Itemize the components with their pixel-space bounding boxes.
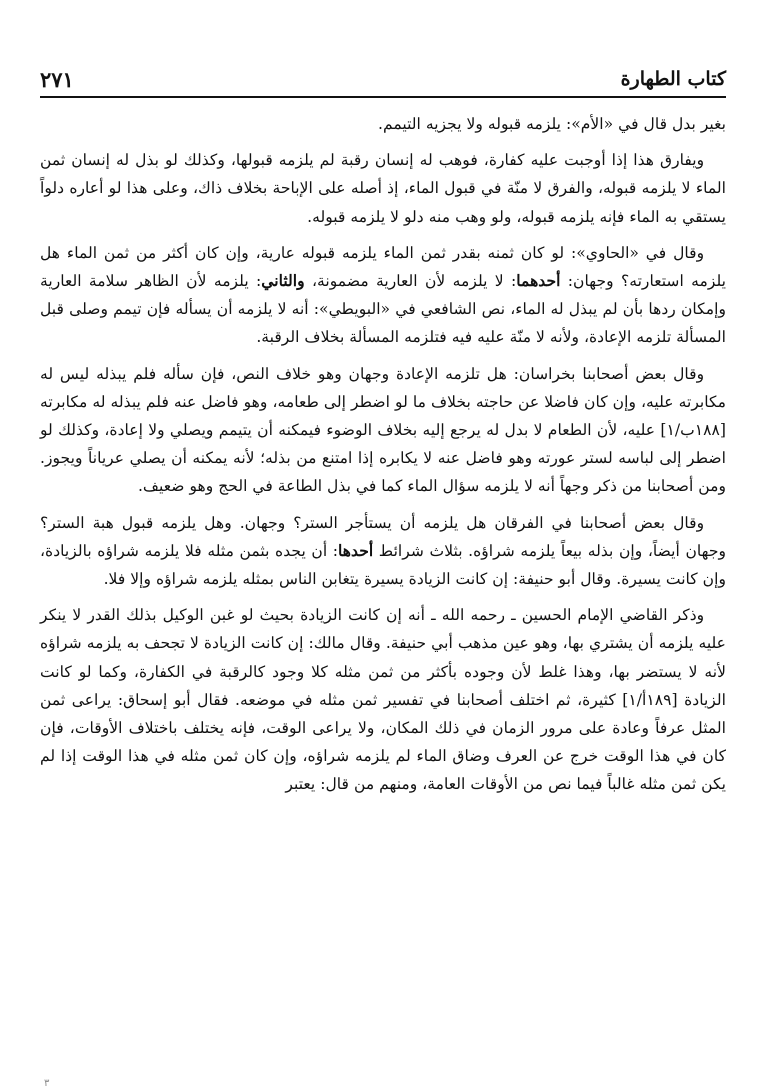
paragraph-3-second-view: والثاني [261, 271, 305, 291]
paragraph-6: وذكر القاضي الإمام الحسين ـ رحمه الله ـ أنه إن كانت الزيادة بحيث لو غبن الوكيل بذلك القدر لا ينكر عليه يلزمه أن يشتري بها، وهو عين مذهب أبي حنيفة. وقال مالك: إن كانت الزيادة لا تجحف به يلزمه شراؤه لأنه لا يستضر بها، وهذا غلط لأن وجوده بأكثر من ثمن مثله كلا وجود كالرقبة في الكفارة، وكما لو كانت الزيادة [١٨٩أ/١] كثيرة، ثم اختلف أصحابنا في تفسير ثمن مثله في موضعه. فقال أبو إسحاق: يراعى ثمن المثل عرفاً وعادة على مرور الزمان في ذلك المكان، ولا يراعى الوقت، فإنه يختلف باختلاف الأوقات، فإن كان في هذا الوقت خرج عن العرف وضاق الماء لم يلزمه شراؤه، وإن كان ثمن مثله في هذا الوقت إذا لم يكن ثمن مثله غالباً فيما نص من الأوقات العامة، ومنهم من قال: يعتبر [40, 606, 726, 794]
paragraph-3-text: : يلزمه لأن الظاهر سلامة العارية وإمكان ردها بأن لم يبذل له الماء، نص الشافعي في «البويطي»: أنه لا يلزمه أن يسأله فإن تيمم وصلى قبل المسألة تلزمه الإعادة، ولأنه لا منّة عليه فيه فتلزمه المسألة بخلاف الرقبة. [40, 272, 726, 347]
page-number: ٢٧١ [40, 66, 74, 92]
paragraph-3-first-view: أحدهما [516, 271, 561, 291]
paragraph-5 [40, 509, 726, 594]
paragraph-5-text: : أن يجده بثمن مثله فلا يلزمه شراؤه بالزيادة، وإن كانت يسيرة. وقال أبو حنيفة: إن كانت الزيادة يسيرة يتغابن الناس بمثله يلزمه شراؤه وإلا فلا. [40, 541, 726, 589]
paragraph-1: بغير بدل قال في «الأم»: يلزمه قبوله ولا يجزيه التيمم. [378, 115, 726, 133]
page-header [40, 62, 726, 98]
paragraph-3-text: وقال في «الحاوي»: لو كان ثمنه بقدر ثمن الماء يلزمه قبوله عارية، وإن كان أكثر من ثمن الماء هل يلزمه استعارته؟ وجهان: [40, 243, 726, 291]
paragraph-3 [40, 239, 726, 352]
paragraph-5-first-condition: أحدها [338, 540, 374, 560]
paragraph-3-text: : لا يلزمه لأن العارية مضمونة، [304, 272, 517, 291]
paragraph-4: وقال بعض أصحابنا بخراسان: هل تلزمه الإعادة وجهان وهو خلاف النص، فإن سأله فلم يبذله ليس له مكابرته عليه، وإن كان فاضلا عن حاجته بخلاف ما لو اضطر إلى طعامه، وهو فاضل عنه فلم يبذله له مكابرته [١٨٨ب/١] عليه، لأن الطعام لا بدل له يرجع إليه بخلاف الوضوء فيمكنه أن يتيمم ويصلي ولا إعادة، وكذلك لو اضطر إلى لباسه لستر عورته وهو فاضل عنه لا يكابره إذا امتنع من بذله؛ لأنه يمكنه أن يصلي عرياناً ويجوز. ومن أصحابنا من ذكر وجهاً أنه لا يلزمه سؤال الماء كما في بذل الطاعة في الحج وهو ضعيف. [40, 364, 726, 496]
footer-mark: ٣ [44, 1078, 50, 1089]
paragraph-2: ويفارق هذا إذا أوجبت عليه كفارة، فوهب له إنسان رقبة لم يلزمه قبولها، وكذلك لو بذل له إنسان ثمن الماء لا يلزمه قبوله، والفرق لا منّة في قبول الماء، إذ أصله على الإباحة بخلاف ذاك، وعلى هذا لو أعاره دلواً يستقي به الماء فإنه يلزمه قبوله، ولو وهب منه دلو لا يلزمه قبوله. [40, 151, 726, 226]
page-body [40, 110, 726, 807]
paragraph-5-text: وقال بعض أصحابنا في الفرقان هل يلزمه أن يستأجر الستر؟ وجهان. وهل يلزمه قبول هبة الستر؟ وجهان أيضاً، وإن بذله بيعاً يلزمه شراؤه. بثلاث شرائط [40, 513, 727, 560]
chapter-title: كتاب الطهارة [620, 68, 726, 90]
